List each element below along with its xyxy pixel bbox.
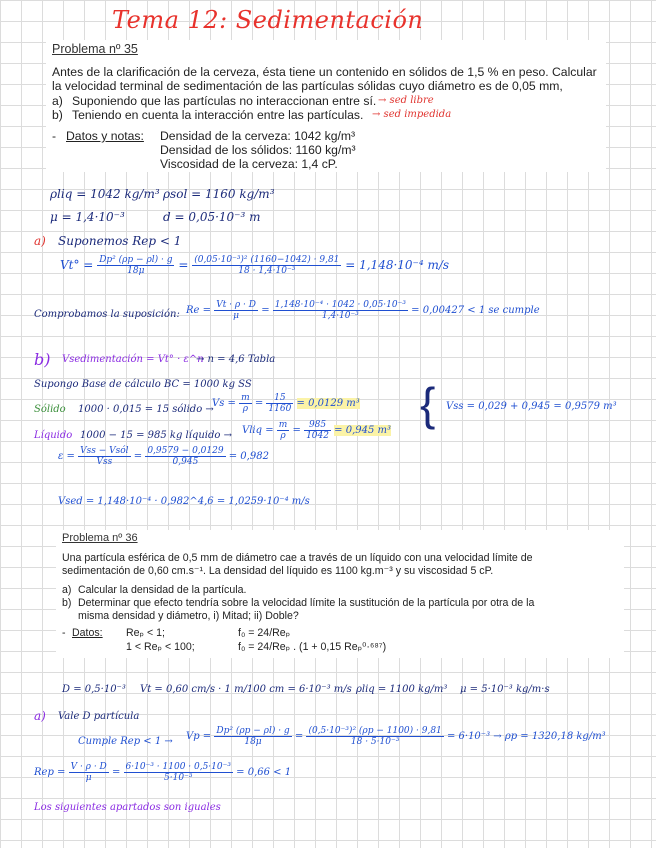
liquid-calc: 1000 − 15 = 985 kg líquido → <box>80 430 232 441</box>
eps-num-values: 0,9579 − 0,0129 <box>147 446 224 456</box>
eps-lhs: ε = <box>58 451 75 462</box>
vp-lhs: Vp = <box>186 731 212 742</box>
problem-36-data-row-2-cond: 1 < Reₚ < 100; <box>126 641 195 653</box>
note-diameter: d = 0,05·10⁻³ m <box>163 210 261 224</box>
liquid-v-lhs: Vliq = <box>242 425 274 436</box>
note-rho-solid: ρsol = 1160 kg/m³ <box>163 187 275 201</box>
solid-label: Sólido <box>34 404 66 415</box>
vt-denominator: 18μ <box>127 266 145 276</box>
liquid-v-num-values: 985 <box>304 420 331 431</box>
vt-lhs: Vt° = <box>60 258 94 272</box>
solid-v-result: = 0,0129 m³ <box>296 398 360 409</box>
re-numerator: Vt · ρ · D <box>216 300 256 310</box>
note36-a-label: a) <box>34 709 46 723</box>
note-viscosity: μ = 1,4·10⁻³ <box>50 210 125 224</box>
re-lhs: Re = <box>186 305 212 316</box>
eps-den-values: 0,945 <box>172 457 199 467</box>
problem-36-data-label: Datos: <box>72 627 103 639</box>
solid-v-den-values: 1160 <box>268 404 292 414</box>
note36-a-text: Vale D partícula <box>58 711 140 722</box>
liquid-label: Líquido <box>34 430 73 441</box>
problem-36-data-row-1-cond: Reₚ < 1; <box>126 627 165 639</box>
note36-velocity: Vt = 0,60 cm/s · 1 m/100 cm = 6·10⁻³ m/s <box>140 684 352 695</box>
eps-num: Vss − Vsól <box>80 446 129 456</box>
vp-den: 18μ <box>244 737 262 747</box>
problem-36-data-row-2-eq: f₀ = 24/Reₚ . (1 + 0,15 Reₚ⁰·⁶⁸⁷) <box>238 641 387 653</box>
note-a-assumption: Suponemos Rep < 1 <box>58 234 182 248</box>
vss-total: Vss = 0,029 + 0,945 = 0,9579 m³ <box>446 401 617 412</box>
rep-lhs: Rep = <box>34 767 66 778</box>
problem-35-data-line-1: Densidad de la cerveza: 1042 kg/m³ <box>160 129 356 143</box>
check-label: Comprobamos la suposición: <box>34 309 180 320</box>
solid-volume: Vs = $\frac{m}{\rho}$ = $\frac{15}{1160}$ = 0,0129 m³ <box>212 393 360 414</box>
re-denominator: μ <box>233 311 240 321</box>
vt-formula: Vt° = $\frac{\text{Dp² (ρp − ρl) · g}}{18\mu}$ = $\frac{\text{(0,05·10⁻³)² (1160−1042) · 9,81}}{\text{18 · 1,4·10⁻³}}$ = 1,148·10⁻⁴ m/s <box>60 255 450 276</box>
liquid-volume: Vliq = $\frac{m}{\rho}$ = $\frac{985}{1042}$ = 0,945 m³ <box>242 420 392 441</box>
note-b-label: b) <box>34 350 51 369</box>
note-b-base: Supongo Base de cálculo BC = 1000 kg SS <box>34 379 252 390</box>
vt-result: = 1,148·10⁻⁴ m/s <box>345 258 450 272</box>
brace-symbol: { <box>420 378 436 430</box>
problem-36-item-b-line-1: Determinar que efecto tendría sobre la velocidad límite la sustitución de la partícula por otra de la <box>78 597 535 609</box>
problem-35-statement-line-2: la velocidad terminal de sedimentación de las partículas sólidas cuyo diámetro es de 0,05 mm, <box>52 79 563 93</box>
problem-35-data-dash: - <box>52 129 57 143</box>
liquid-v-result: = 0,945 m³ <box>334 425 392 436</box>
vp-result: = 6·10⁻³ → ρp = 1320,18 kg/m³ <box>446 731 606 742</box>
vt-numerator-values: (0,05·10⁻³)² (1160−1042) · 9,81 <box>194 255 340 265</box>
note36-cumple: Cumple Rep < 1 → <box>78 736 173 747</box>
liquid-v-den: ρ <box>280 431 286 441</box>
epsilon-formula: ε = $\frac{\text{Vss − Vsól}}{\text{Vss}}$ = $\frac{0,9579 - 0,0129}{0,945}$ = 0,982 <box>58 446 269 467</box>
liquid-v-num: m <box>278 420 288 430</box>
vsed-result: Vsed = 1,148·10⁻⁴ · 0,982^4,6 = 1,0259·10⁻⁴ m/s <box>58 496 310 507</box>
note-rho-liquid: ρliq = 1042 kg/m³ <box>50 187 160 201</box>
problem-35-statement-line-1: Antes de la clarificación de la cerveza, ésta tiene un contenido en sólidos de 1,5 % en peso. Calcular <box>52 65 597 79</box>
note36-rho-liquid: ρliq = 1100 kg/m³ <box>356 684 448 695</box>
problem-35-item-a-note: → sed libre <box>378 95 434 106</box>
problem-36-data-dash: - <box>62 627 66 639</box>
rep-den-values: 5·10⁻³ <box>164 773 193 783</box>
note36-diameter: D = 0,5·10⁻³ <box>62 684 126 695</box>
solid-v-lhs: Vs = <box>212 398 236 409</box>
note-b-n: → n = 4,6 Tabla <box>196 354 276 365</box>
re-formula: Re = $\frac{Vt \cdot \rho \cdot D}{\mu}$ = $\frac{\text{1,148·10⁻⁴ · 1042 · 0,05·10⁻³}}{\text{1,4·10⁻³}}$ = 0,00427 < 1 se cumple <box>186 300 540 321</box>
problem-36-data-row-1-eq: f₀ = 24/Reₚ <box>238 627 291 639</box>
problem-35-heading: Problema nº 35 <box>52 42 138 56</box>
re-denominator-values: 1,4·10⁻³ <box>321 311 359 321</box>
problem-35-data-line-2: Densidad de los sólidos: 1160 kg/m³ <box>160 143 356 157</box>
vp-num: Dp² (ρp − ρl) · g <box>216 726 290 736</box>
page-title: Tema 12: Sedimentación <box>112 6 424 34</box>
re-numerator-values: 1,148·10⁻⁴ · 1042 · 0,05·10⁻³ <box>274 300 406 310</box>
vt-denominator-values: 18 · 1,4·10⁻³ <box>238 266 296 276</box>
vt-numerator: Dp² (ρp − ρl) · g <box>99 255 173 265</box>
problem-35-item-b: Teniendo en cuenta la interacción entre las partículas. <box>72 108 364 122</box>
problem-36-item-b-line-2: misma densidad y diámetro, i) Mitad; ii) Doble? <box>78 610 299 622</box>
problem-35-item-b-note: → sed impedida <box>372 109 452 120</box>
problem-35-data-line-3: Viscosidad de la cerveza: 1,4 cP. <box>160 157 338 171</box>
solid-v-num-values: 15 <box>266 393 293 404</box>
rep-num: V · ρ · D <box>70 762 107 772</box>
problem-35-item-b-label: b) <box>52 108 63 122</box>
problem-36-heading: Problema nº 36 <box>62 532 138 544</box>
note36-viscosity: μ = 5·10⁻³ kg/m·s <box>460 684 550 695</box>
vp-num-values: (0,5·10⁻³)² (ρp − 1100) · 9,81 <box>308 726 442 736</box>
problem-36-item-a: Calcular la densidad de la partícula. <box>78 584 247 596</box>
problem-36-item-b-label: b) <box>62 597 72 609</box>
re-result: = 0,00427 < 1 se cumple <box>411 305 540 316</box>
vp-den-values: 18 · 5·10⁻³ <box>350 737 400 747</box>
rep-num-values: 6·10⁻³ · 1100 · 0,5·10⁻³ <box>125 762 231 772</box>
problem-35-item-a: Suponiendo que las partículas no interaccionan entre sí. <box>72 94 377 108</box>
rep-result: = 0,66 < 1 <box>236 767 292 778</box>
problem-35-item-a-label: a) <box>52 94 63 108</box>
solid-v-num: m <box>241 393 250 403</box>
eps-den: Vss <box>96 457 113 467</box>
problem-35-data-label: Datos y notas: <box>66 129 144 143</box>
rep-den: μ <box>85 773 92 783</box>
note-a-label: a) <box>34 234 46 248</box>
problem-36-statement-line-2: sedimentación de 0,60 cm.s⁻¹. La densidad del líquido es 1100 kg.m⁻³ y su viscosidad 5 cP. <box>62 565 494 577</box>
problem-36-statement-line-1: Una partícula esférica de 0,5 mm de diámetro cae a través de un líquido con una velocidad límite de <box>62 552 533 564</box>
vp-formula: Vp = $\frac{\text{Dp² (ρp − ρl) · g}}{18\mu}$ = $\frac{\text{(0,5·10⁻³)² (ρp − 1100) · 9,81}}{\text{18 · 5·10⁻³}}$ = 6·10⁻³ → ρp = 1320,18 kg/m³ <box>186 726 606 747</box>
eps-result: = 0,982 <box>228 451 269 462</box>
rep-formula: Rep = $\frac{V \cdot \rho \cdot D}{\mu}$ = $\frac{\text{6·10⁻³ · 1100 · 0,5·10⁻³}}{\text{5·10⁻³}}$ = 0,66 < 1 <box>34 762 292 783</box>
problem-36-item-a-label: a) <box>62 584 72 596</box>
note36-last: Los siguientes apartados son iguales <box>34 802 221 813</box>
solid-v-den: ρ <box>242 404 249 414</box>
note-b-vsed: Vsedimentación = Vt° · ε^n <box>62 354 204 365</box>
solid-calc: 1000 · 0,015 = 15 sólido → <box>78 404 214 415</box>
liquid-v-den-values: 1042 <box>306 431 329 441</box>
